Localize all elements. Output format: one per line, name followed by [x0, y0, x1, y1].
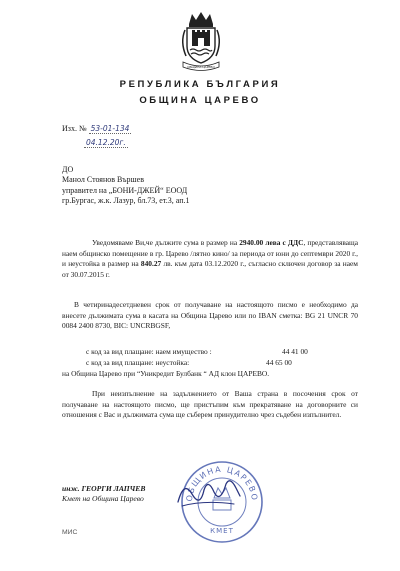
notice-text-2: , представляваща наем общинско помещение в гр. Царево /лятно кино/ за периода от юни до септември 2020 г., и неустойка в размер на: [62, 238, 358, 268]
signatory-name: инж. ГЕОРГИ ЛАПЧЕВ: [62, 484, 146, 493]
payment-code-line-1: [86, 347, 212, 358]
signatory-block: [62, 484, 145, 505]
signatory-title: Кмет на Община Царево: [62, 494, 144, 504]
country-heading: РЕПУБЛИКА БЪЛГАРИЯ: [119, 79, 281, 90]
coat-of-arms-icon: [177, 10, 225, 72]
payment-code-1: 44 41 00: [282, 347, 308, 356]
notice-text-3: лв. към дата 03.12.2020 г., съгласно сключен договор за наем от 30.07.2015 г.: [62, 259, 358, 279]
reference-line: [62, 124, 131, 133]
recipient-address: гр.Бургас, ж.к. Лазур, бл.73, ет.3, ап.1: [62, 195, 190, 205]
recipient-position: управител на „БОНИ-ДЖЕЙ“ ЕООД: [62, 185, 188, 195]
municipality-heading: ОБЩИНА ЦАРЕВО: [139, 95, 261, 106]
stamp-bottom-text: КМЕТ: [210, 527, 234, 535]
payment-paragraph: [62, 300, 358, 332]
penalty-amount: 840.27: [140, 259, 162, 268]
payment-code-2: 44 65 00: [266, 358, 292, 367]
payment-text: В четиринадесетдневен срок от получаване на настоящото писмо е необходимо да внесете дължимата сума в касата на Община Царево или по IBAN сметка: BG 21 UNCR 70 0084 2400 8730, BIC: UNCRBGSF,: [62, 300, 358, 330]
notice-paragraph: [62, 238, 358, 280]
enforcement-paragraph: [62, 389, 358, 421]
enforcement-text: При неизпълнение на задължението от Ваша страна в посочения срок от получаване на настоящото писмо, ще пристъпим към прекратяване на договорните си отношения с Вас и дължимата сума ще съберем принудително чрез съдебен изпълнител.: [62, 389, 358, 419]
stamp-text: ОБЩИНА ЦАРЕВО: [184, 464, 260, 502]
debt-amount: 2940.00 лева с ДДС: [239, 238, 304, 247]
notice-text-1: Уведомяваме Ви,че дължите сума в размер на: [92, 238, 238, 247]
crest-ribbon-text: ОБЩИНА ЦАРЕВО: [187, 65, 215, 69]
bank-line: на Община Царево при “Уникредит Булбанк “ АД клон ЦАРЕВО.: [62, 369, 270, 378]
reference-number: 53-01-134: [90, 124, 130, 133]
reference-date: 04.12.20г.: [86, 138, 126, 147]
payment-code-line-2: [86, 358, 189, 369]
recipient-block: [62, 165, 189, 206]
reference-label: Изх. №: [62, 124, 87, 133]
recipient-name: Манол Стоянов Вършев: [62, 175, 144, 185]
recipient-to: ДО: [62, 165, 74, 174]
payment-code-label-2: с код за вид плащане: неустойка:: [86, 358, 190, 367]
handwritten-signature-icon: [174, 474, 244, 512]
payment-code-label-1: с код за вид плащане: наем имущество :: [86, 347, 212, 356]
initials: МИС: [62, 529, 78, 536]
